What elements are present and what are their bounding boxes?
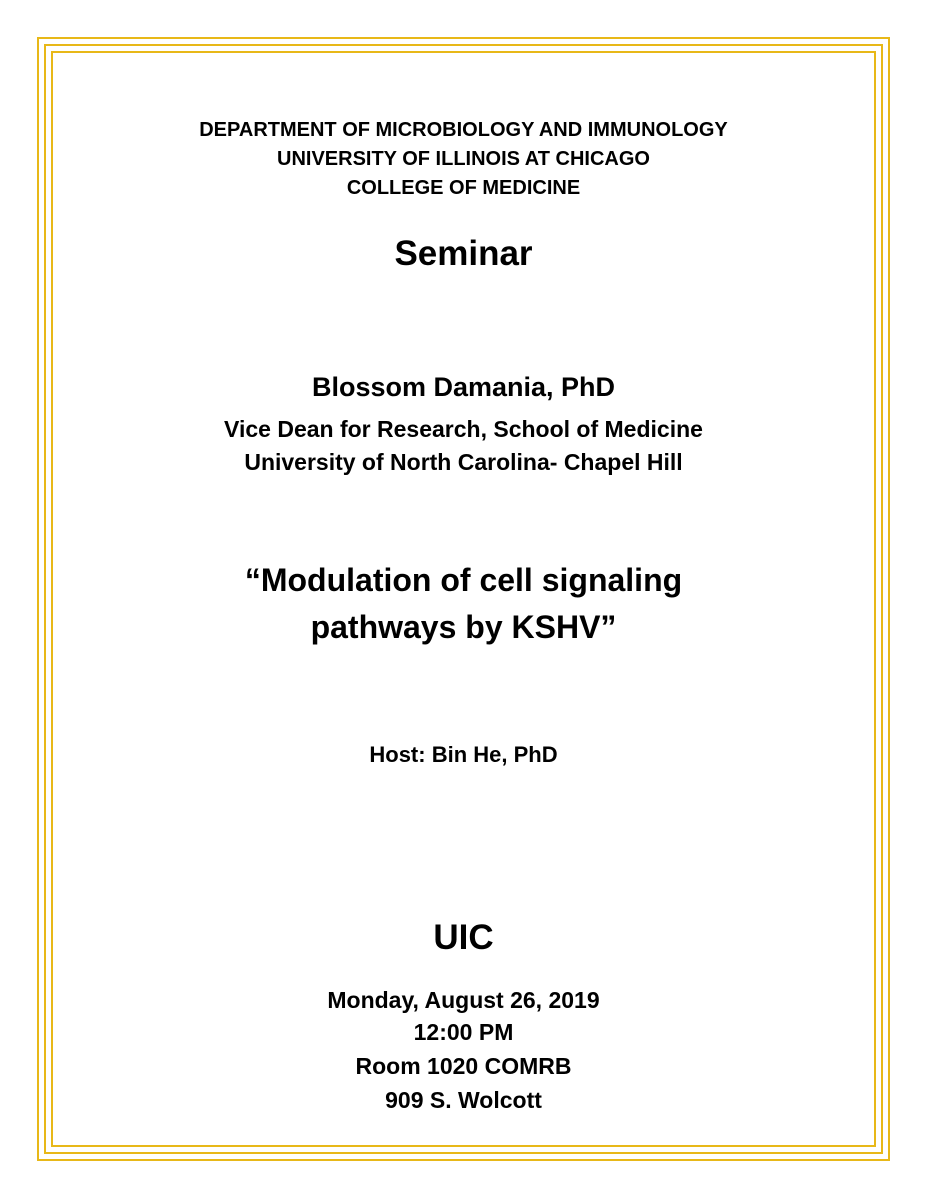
event-type-heading: Seminar: [394, 234, 533, 273]
speaker-name: Blossom Damania, PhD: [311, 372, 616, 402]
location-heading: UIC: [433, 918, 494, 957]
college-name: COLLEGE OF MEDICINE: [346, 177, 581, 199]
event-date: Monday, August 26, 2019: [327, 987, 600, 1013]
host-line: Host: Bin He, PhD: [369, 742, 558, 767]
speaker-position: Vice Dean for Research, School of Medicine: [224, 416, 703, 442]
talk-title-line-1: “Modulation of cell signaling: [244, 562, 683, 598]
inner-border: [51, 51, 876, 1147]
talk-title-line-2: pathways by KSHV”: [310, 609, 617, 645]
speaker-institution: University of North Carolina- Chapel Hill: [244, 449, 683, 475]
event-room: Room 1020 COMRB: [355, 1053, 572, 1079]
department-name: DEPARTMENT OF MICROBIOLOGY AND IMMUNOLOGY: [199, 119, 728, 141]
event-address: 909 S. Wolcott: [385, 1087, 542, 1113]
event-time: 12:00 PM: [413, 1019, 514, 1045]
university-name: UNIVERSITY OF ILLINOIS AT CHICAGO: [277, 148, 650, 170]
